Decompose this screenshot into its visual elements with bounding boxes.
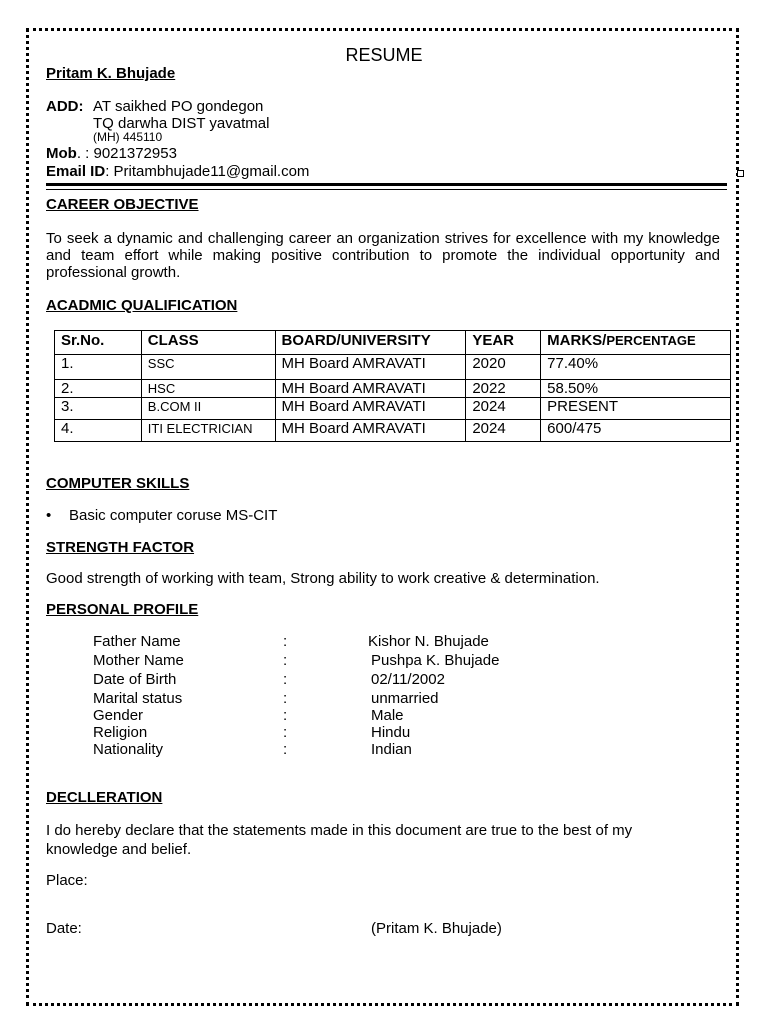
cell-year: 2022 [466, 380, 541, 398]
border-handle [737, 170, 744, 177]
header-divider-thick [46, 183, 727, 186]
profile-label: Mother Name [93, 652, 184, 669]
cell-board: MH Board AMRAVATI [275, 380, 466, 398]
strength-heading: STRENGTH FACTOR [46, 539, 195, 556]
place-label: Place: [46, 872, 88, 889]
mobile-label: Mob [46, 145, 77, 162]
cell-srno: 2. [55, 380, 142, 398]
profile-value: Kishor N. Bhujade [368, 633, 489, 650]
profile-colon: : [283, 671, 288, 688]
profile-colon: : [283, 633, 288, 650]
education-table [54, 330, 731, 442]
cell-class: ITI ELECTRICIAN [141, 420, 275, 442]
cell-marks: 58.50% [541, 380, 731, 398]
profile-colon: : [283, 690, 288, 707]
profile-colon: : [283, 724, 288, 741]
cell-year: 2020 [466, 355, 541, 380]
profile-label: Gender [93, 707, 144, 724]
cell-board: MH Board AMRAVATI [275, 420, 466, 442]
profile-label: Nationality [93, 741, 164, 758]
mobile-line [46, 145, 177, 162]
header-divider-thin [46, 189, 727, 190]
cell-srno: 4. [55, 420, 142, 442]
col-year: YEAR [466, 331, 541, 355]
address-line-2: TQ darwha DIST yavatmal [93, 115, 270, 132]
mobile-number: 9021372953 [93, 145, 177, 162]
profile-colon: : [283, 707, 288, 724]
profile-value: Indian [371, 741, 412, 758]
email-line [46, 163, 309, 180]
career-text: To seek a dynamic and challenging career an organization strives for excellence with my knowledge and team effort while making positive contribution to promote the individual opportunity and professional growth. [46, 230, 720, 281]
profile-label: Father Name [93, 633, 181, 650]
declaration-text: I do hereby declare that the statements made in this document are true to the best of my knowledge and belief. [46, 822, 633, 858]
address-line-3: (MH) 445110 [93, 130, 163, 144]
email-address: Pritambhujade11@gmail.com [113, 163, 310, 180]
profile-label: Marital status [93, 690, 183, 707]
profile-value: Hindu [371, 724, 411, 741]
table-header-row [55, 331, 731, 355]
profile-label: Religion [93, 724, 148, 741]
table-row [55, 355, 731, 380]
bullet-icon: • [46, 507, 52, 524]
col-marks [541, 331, 731, 355]
profile-value: Male [371, 707, 404, 724]
declaration-heading: DECLLERATION [46, 789, 163, 806]
cell-board: MH Board AMRAVATI [275, 398, 466, 420]
mobile-sep: . : [76, 145, 94, 162]
col-srno: Sr.No. [55, 331, 142, 355]
career-heading: CAREER OBJECTIVE [46, 196, 199, 213]
cell-srno: 1. [55, 355, 142, 380]
email-sep: : [105, 163, 114, 180]
profile-heading: PERSONAL PROFILE [46, 601, 199, 618]
education-heading: ACADMIC QUALIFICATION [46, 297, 238, 314]
cell-class: HSC [141, 380, 275, 398]
col-class: CLASS [141, 331, 275, 355]
address-label: ADD: [46, 98, 84, 115]
skills-heading: COMPUTER SKILLS [46, 475, 190, 492]
cell-board: MH Board AMRAVATI [275, 355, 466, 380]
table-row [55, 420, 731, 442]
skill-item: Basic computer coruse MS-CIT [69, 507, 278, 524]
address-line-1: AT saikhed PO gondegon [93, 98, 264, 115]
cell-marks: 600/475 [541, 420, 731, 442]
candidate-name: Pritam K. Bhujade [46, 65, 176, 82]
cell-year: 2024 [466, 420, 541, 442]
profile-value: Pushpa K. Bhujade [371, 652, 500, 669]
col-board: BOARD/UNIVERSITY [275, 331, 466, 355]
profile-value: unmarried [371, 690, 439, 707]
resume-title: RESUME [345, 45, 423, 65]
profile-value: 02/11/2002 [371, 671, 445, 688]
profile-colon: : [283, 741, 288, 758]
signature: (Pritam K. Bhujade) [371, 920, 502, 937]
profile-label: Date of Birth [93, 671, 177, 688]
table-row [55, 398, 731, 420]
cell-year: 2024 [466, 398, 541, 420]
date-label: Date: [46, 920, 82, 937]
col-marks-b: PERCENTAGE [606, 333, 696, 348]
cell-marks: PRESENT [541, 398, 731, 420]
email-label: Email ID [46, 163, 106, 180]
strength-text: Good strength of working with team, Strong ability to work creative & determination. [46, 570, 600, 587]
table-row [55, 380, 731, 398]
cell-class: SSC [141, 355, 275, 380]
col-marks-a: MARKS/ [547, 332, 607, 349]
cell-marks: 77.40% [541, 355, 731, 380]
cell-class: B.COM II [141, 398, 275, 420]
cell-srno: 3. [55, 398, 142, 420]
profile-colon: : [283, 652, 288, 669]
